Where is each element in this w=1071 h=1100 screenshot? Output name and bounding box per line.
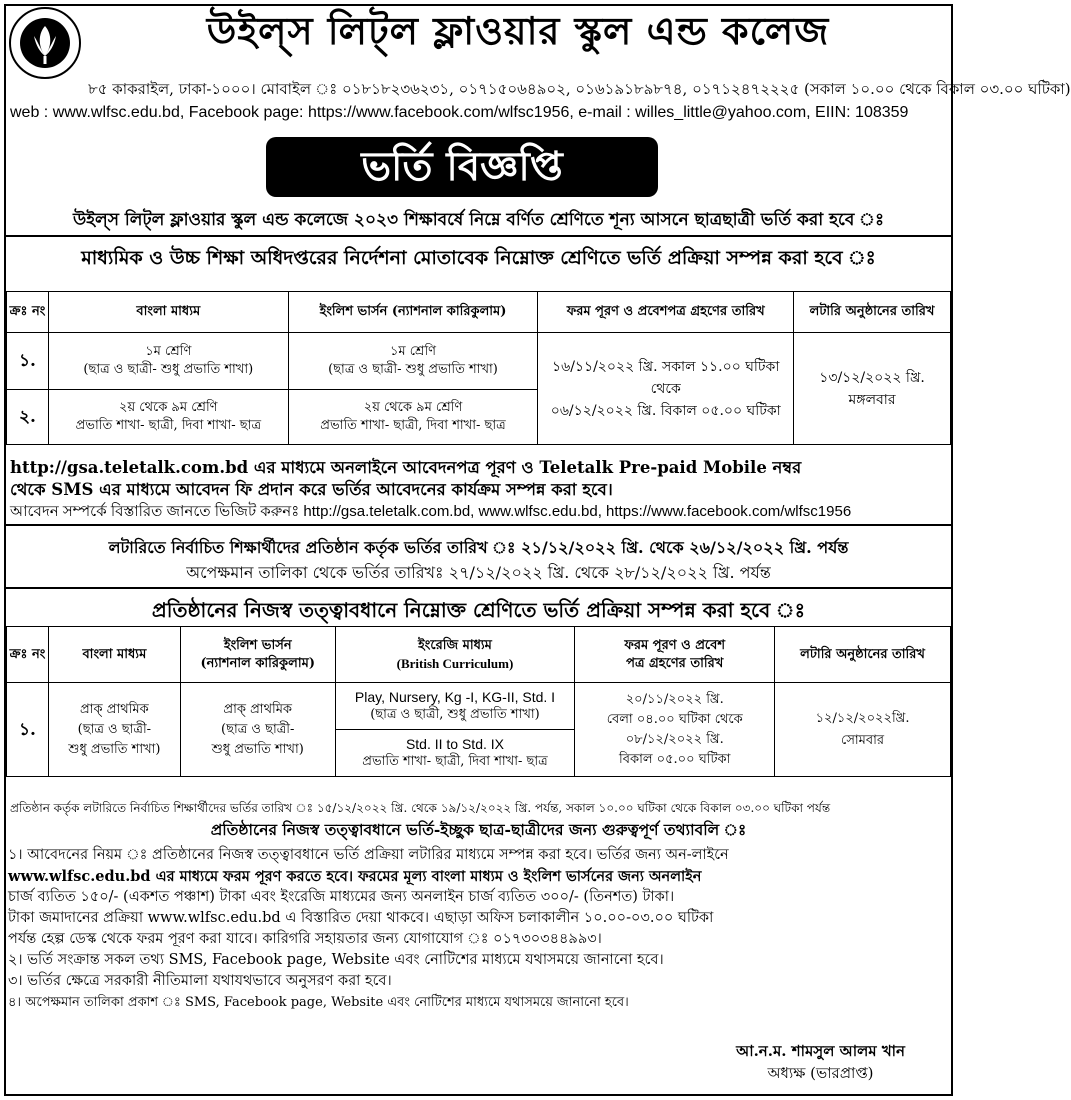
row-british-b: Std. II to Std. IX প্রভাতি শাখা- ছাত্রী, দিবা শাখা- ছাত্র (335, 730, 575, 777)
row-bangla: ১ম শ্রেণি (ছাত্র ও ছাত্রী- শুধু প্রভাতি শাখা) (48, 333, 288, 390)
online-line-1: http://gsa.teletalk.com.bd এর মাধ্যমে অনলাইনে আবেদনপত্র পূরণ ও Teletalk Pre-paid Mobile নম্বর (10, 458, 802, 477)
row-sl: ১. (7, 333, 49, 390)
rule-1-line-2: www.wlfsc.edu.bd এর মাধ্যমে ফরম পূরণ করতে হবে। ফরমের মূল্য বাংলা মাধ্যম ও ইংলিশ ভার্সনের জন্য অনলাইন (8, 868, 702, 885)
institution-admission-dates: প্রতিষ্ঠান কর্তৃক লটারিতে নির্বাচিত শিক্ষার্থীদের ভর্তির তারিখ ঃ ১৫/১২/২০২২ খ্রি. থেকে ১৯/১২/২০২২ খ্রি. পর্যন্ত, সকাল ১০.০০ ঘটিকা থেকে বিকাল ০৩.০০ ঘটিকা পর্যন্ত (10, 801, 831, 815)
signatory-designation: অধ্যক্ষ (ভারপ্রাপ্ত) (767, 1064, 874, 1082)
table-row (7, 683, 951, 730)
row-bangla: ২য় থেকে ৯ম শ্রেণি প্রভাতি শাখা- ছাত্রী, দিবা শাখা- ছাত্র (48, 390, 288, 445)
school-logo-icon (8, 6, 82, 80)
row-english: ২য় থেকে ৯ম শ্রেণি প্রভাতি শাখা- ছাত্রী, দিবা শাখা- ছাত্র (288, 390, 538, 445)
form-date-cell: ২০/১১/২০২২ খ্রি. বেলা ০৪.০০ ঘটিকা থেকে ০৮/১২/২০২২ খ্রি. বিকাল ০৫.০০ ঘটিকা (575, 683, 775, 777)
admission-date-1: লটারিতে নির্বাচিত শিক্ষার্থীদের প্রতিষ্ঠান কর্তৃক ভর্তির তারিখ ঃ ২১/১২/২০২২ খ্রি. থেকে ২৬/১২/২০২২ খ্রি. পর্যন্ত (108, 538, 849, 557)
web-contact-line: web : www.wlfsc.edu.bd, Facebook page: https://www.facebook.com/wlfsc1956, e-mail : willes_little@yahoo.com, EIIN: 108359 (10, 104, 909, 121)
section1-title: মাধ্যমিক ও উচ্চ শিক্ষা অধিদপ্তরের নির্দেশনা মোতাবেক নিম্নোক্ত শ্রেণিতে ভর্তি প্রক্রিয়া সম্পন্ন করা হবে ঃ (81, 247, 876, 269)
row-british-a: Play, Nursery, Kg -I, KG-II, Std. I (ছাত্র ও ছাত্রী, শুধু প্রভাতি শাখা) (335, 683, 575, 730)
col-header-sl: ক্রঃ নং (7, 292, 49, 333)
col-header-sl: ক্রঃ নং (7, 627, 49, 683)
col-header-bangla: বাংলা মাধ্যম (48, 627, 180, 683)
table-row (7, 333, 951, 390)
row-sl: ১. (7, 683, 49, 777)
signature-block (736, 1040, 905, 1084)
lottery-date-cell: ১২/১২/২০২২খ্রি. সোমবার (775, 683, 951, 777)
row-english: প্রাক্ প্রাথমিক (ছাত্র ও ছাত্রী- শুধু প্রভাতি শাখা) (180, 683, 335, 777)
rules-list (8, 845, 948, 1013)
rule-1-line-5: পর্যন্ত হেল্প ডেস্ক থেকে ফরম পূরণ করা যাবে। কারিগরি সহায়তার জন্য যোগাযোগ ঃ ০১৭৩০৩৪৪৯৯৩। (8, 931, 602, 947)
col-header-english: ইংলিশ ভার্সন (ন্যাশনাল কারিকুলাম) (180, 627, 335, 683)
row-bangla: প্রাক্ প্রাথমিক (ছাত্র ও ছাত্রী- শুধু প্রভাতি শাখা) (48, 683, 180, 777)
col-header-english: ইংলিশ ভার্সন (ন্যাশনাল কারিকুলাম) (288, 292, 538, 333)
col-header-lottery: লটারি অনুষ্ঠানের তারিখ (775, 627, 951, 683)
col-header-british: ইংরেজি মাধ্যম (British Curriculum) (335, 627, 575, 683)
section2-table (6, 626, 951, 777)
divider (6, 235, 951, 237)
intro-text: উইল্স লিট্ল ফ্লাওয়ার স্কুল এন্ড কলেজে ২০২৩ শিক্ষাবর্ষে নিম্নে বর্ণিত শ্রেণিতে শূন্য আসনে ছাত্রছাত্রী ভর্তি করা হবে ঃ (72, 210, 885, 230)
signatory-name: আ.ন.ম. শামসুল আলম খান (736, 1042, 905, 1060)
rule-2: ২। ভর্তি সংক্রান্ত সকল তথ্য SMS, Facebook page, Website এবং নোটিশের মাধ্যমে যথাসময়ে জানানো হবে। (8, 952, 664, 968)
col-header-form-date: ফরম পূরণ ও প্রবেশ পত্র গ্রহণের তারিখ (575, 627, 775, 683)
divider (6, 587, 951, 589)
col-header-form-date: ফরম পূরণ ও প্রবেশপত্র গ্রহণের তারিখ (538, 292, 794, 333)
rule-3: ৩। ভর্তির ক্ষেত্রে সরকারী নীতিমালা যথাযথভাবে অনুসরণ করা হবে। (8, 973, 392, 989)
info-title: প্রতিষ্ঠানের নিজস্ব তত্ত্বাবধানে ভর্তি-ইচ্ছুক ছাত্র-ছাত্রীদের জন্য গুরুত্বপূর্ণ তথ্যাবলি ঃ (210, 820, 747, 839)
admission-date-2: অপেক্ষমান তালিকা থেকে ভর্তির তারিখঃ ২৭/১২/২০২২ খ্রি. থেকে ২৮/১২/২০২২ খ্রি. পর্যন্ত (186, 563, 771, 582)
form-date-cell: ১৬/১১/২০২২ খ্রি. সকাল ১১.০০ ঘটিকা থেকে ০৬/১২/২০২২ খ্রি. বিকাল ০৫.০০ ঘটিকা (538, 333, 794, 445)
rule-4: ৪। অপেক্ষমান তালিকা প্রকাশ ঃ SMS, Facebook page, Website এবং নোটিশের মাধ্যমে যথাসময়ে জানানো হবে। (8, 995, 629, 1010)
col-header-bangla: বাংলা মাধ্যম (48, 292, 288, 333)
school-title: উইল্স লিট্ল ফ্লাওয়ার স্কুল এন্ড কলেজ (206, 8, 830, 53)
school-address: ৮৫ কাকরাইল, ঢাকা-১০০০। মোবাইল ঃ ০১৮১৮২৩৬২৩১, ০১৭১৫০৬৪৯০২, ০১৬১৯১৮৯৮৭৪, ০১৭১২৪৭২২২৫ (সকাল ১০.০০ থেকে বিকাল ০৩.০০ ঘটিকা) (88, 80, 1071, 98)
col-header-lottery: লটারি অনুষ্ঠানের তারিখ (794, 292, 951, 333)
divider (6, 524, 951, 526)
rule-1-line-3: চার্জ ব্যতিত ১৫০/- (একশত পঞ্চাশ) টাকা এবং ইংরেজি মাধ্যমের জন্য অনলাইন চার্জ ব্যতিত ৩০০/- (তিনশত) টাকা। (8, 889, 675, 905)
rule-1-line-4: টাকা জমাদানের প্রক্রিয়া www.wlfsc.edu.bd এ বিস্তারিত দেয়া থাকবে। এছাড়া অফিস চলাকালীন ১০.০০-০৩.০০ ঘটিকা (8, 910, 714, 926)
row-sl: ২. (7, 390, 49, 445)
section1-table (6, 291, 951, 445)
row-english: ১ম শ্রেণি (ছাত্র ও ছাত্রী- শুধু প্রভাতি শাখা) (288, 333, 538, 390)
online-line-3: আবেদন সম্পর্কে বিস্তারিত জানতে ভিজিট করুনঃ http://gsa.teletalk.com.bd, www.wlfsc.edu.bd, https://www.facebook.com/wlfsc1956 (10, 503, 852, 520)
lottery-date-cell: ১৩/১২/২০২২ খ্রি. মঙ্গলবার (794, 333, 951, 445)
section2-title: প্রতিষ্ঠানের নিজস্ব তত্ত্বাবধানে নিম্নোক্ত শ্রেণিতে ভর্তি প্রক্রিয়া সম্পন্ন করা হবে ঃ (151, 598, 806, 622)
rule-1-line-1: ১। আবেদনের নিয়ম ঃ প্রতিষ্ঠানের নিজস্ব তত্ত্বাবধানে ভর্তি প্রক্রিয়া লটারির মাধ্যমে সম্পন্ন করা হবে। ভর্তির জন্য অন-লাইনে (8, 847, 729, 863)
online-line-2: থেকে SMS এর মাধ্যমে আবেদন ফি প্রদান করে ভর্তির আবেদনের কার্যক্রম সম্পন্ন করা হবে। (10, 480, 613, 499)
admission-notice-banner: ভর্তি বিজ্ঞপ্তি (266, 137, 658, 197)
